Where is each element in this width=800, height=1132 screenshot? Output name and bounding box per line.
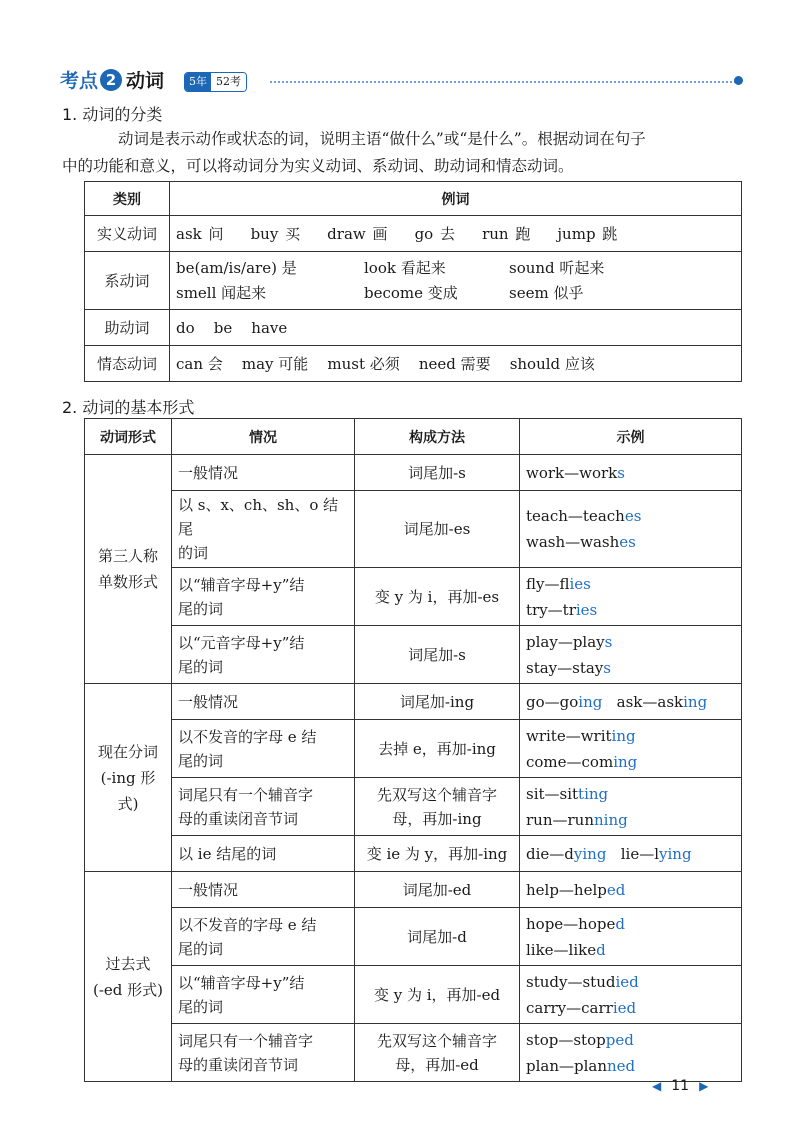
suffix-highlight: s <box>603 658 611 677</box>
example-cell: die—dying lie—lying <box>520 836 742 872</box>
table-row <box>85 684 742 720</box>
suffix-highlight: d <box>596 940 606 959</box>
situation-cell: 以不发音的字母 e 结 尾的词 <box>172 908 355 966</box>
situation-cell: 以“元音字母+y”结 尾的词 <box>172 626 355 684</box>
category-cell: 实义动词 <box>85 216 170 252</box>
method-cell: 词尾加-s <box>355 626 520 684</box>
method-cell: 词尾加-es <box>355 491 520 568</box>
example-cell: hope—hoped like—liked <box>520 908 742 966</box>
badge-count: 52考 <box>211 73 246 91</box>
verb-form-cell: 第三人称 单数形式 <box>85 455 172 684</box>
method-cell: 变 ie 为 y，再加-ing <box>355 836 520 872</box>
suffix-highlight: ting <box>578 784 609 803</box>
example-cell: sit—sitting run—running <box>520 778 742 836</box>
table-row <box>85 720 742 778</box>
kaodian-label: 考点 <box>60 70 99 92</box>
triangle-left-icon[interactable]: ◀ <box>652 1079 662 1093</box>
suffix-highlight: ing <box>578 692 603 711</box>
verb-category-table <box>84 181 742 382</box>
badge-years: 5年 <box>185 73 211 91</box>
suffix-highlight: es <box>619 533 636 551</box>
example-cell: stop—stopped plan—planned <box>520 1024 742 1082</box>
example-cell: play—plays stay—stays <box>520 626 742 684</box>
example-cell: help—helped <box>520 872 742 908</box>
suffix-highlight: s <box>604 632 613 651</box>
situation-cell: 一般情况 <box>172 684 355 720</box>
table-row <box>85 908 742 966</box>
method-cell: 变 y 为 i，再加-es <box>355 568 520 626</box>
verb-forms-table <box>84 418 742 1082</box>
example-cell: go—going ask—asking <box>520 684 742 720</box>
situation-cell: 以 s、x、ch、sh、o 结尾 的词 <box>172 491 355 568</box>
section2-title: 2. 动词的基本形式 <box>62 398 195 417</box>
table-header: 示例 <box>520 419 742 455</box>
kaodian-title <box>60 66 164 93</box>
suffix-highlight: ing <box>611 726 636 745</box>
method-cell: 先双写这个辅音字 母，再加-ed <box>355 1024 520 1082</box>
method-cell: 先双写这个辅音字 母，再加-ing <box>355 778 520 836</box>
situation-cell: 词尾只有一个辅音字 母的重读闭音节词 <box>172 1024 355 1082</box>
kaodian-number-badge: 2 <box>100 69 122 91</box>
example-cell: work—works <box>520 455 742 491</box>
page-number: 11 <box>671 1078 690 1094</box>
table-row <box>85 455 742 491</box>
examples-cell: can 会 may 可能 must 必须 need 需要 should 应该 <box>170 346 742 382</box>
suffix-highlight: ies <box>575 600 598 619</box>
suffix-highlight: ied <box>612 998 637 1017</box>
exam-frequency-badge <box>184 72 247 92</box>
situation-cell: 一般情况 <box>172 872 355 908</box>
examples-cell: do be have <box>170 310 742 346</box>
divider-end-dot <box>734 76 743 85</box>
table-row <box>85 491 742 568</box>
example-cell: teach—teaches wash—washes <box>520 491 742 568</box>
suffix-highlight: ies <box>569 574 591 593</box>
table-row <box>85 966 742 1024</box>
triangle-right-icon[interactable]: ▶ <box>699 1079 709 1093</box>
table-row <box>85 1024 742 1082</box>
suffix-highlight: ying <box>573 844 607 863</box>
suffix-highlight: ed <box>606 880 626 899</box>
situation-cell: 以“辅音字母+y”结 尾的词 <box>172 966 355 1024</box>
suffix-highlight: ying <box>659 844 692 863</box>
table-header: 构成方法 <box>355 419 520 455</box>
method-cell: 词尾加-s <box>355 455 520 491</box>
situation-cell: 以“辅音字母+y”结 尾的词 <box>172 568 355 626</box>
table-header: 动词形式 <box>85 419 172 455</box>
situation-cell: 以 ie 结尾的词 <box>172 836 355 872</box>
examples-cell: ask 问 buy 买 draw 画 go 去 run 跑 jump 跳 <box>170 216 742 252</box>
dotted-divider <box>270 81 736 83</box>
table-header: 类别 <box>85 182 170 216</box>
section1-title: 1. 动词的分类 <box>62 105 163 124</box>
example-cell: fly—flies try—tries <box>520 568 742 626</box>
kaodian-header <box>60 64 744 98</box>
situation-cell: 以不发音的字母 e 结 尾的词 <box>172 720 355 778</box>
table-row <box>85 872 742 908</box>
table-row <box>85 568 742 626</box>
table-row <box>85 778 742 836</box>
method-cell: 变 y 为 i，再加-ed <box>355 966 520 1024</box>
page-footer <box>652 1078 752 1094</box>
table-row <box>85 836 742 872</box>
examples-cell: be(am/is/are) 是 look 看起来 sound 听起来 smell 闻起来 become 变成 seem 似乎 <box>170 252 742 310</box>
situation-cell: 词尾只有一个辅音字 母的重读闭音节词 <box>172 778 355 836</box>
table-row <box>85 626 742 684</box>
section1-paragraph: 动词是表示动作或状态的词，说明主语“做什么”或“是什么”。根据动词在句子 中的功能和意义，可以将动词分为实义动词、系动词、助动词和情态动词。 <box>62 130 646 175</box>
suffix-highlight: ned <box>607 1056 636 1075</box>
category-cell: 系动词 <box>85 252 170 310</box>
suffix-highlight: s <box>617 463 625 482</box>
example-cell: study—studied carry—carried <box>520 966 742 1024</box>
example-cell: write—writing come—coming <box>520 720 742 778</box>
suffix-highlight: ing <box>613 752 638 771</box>
suffix-highlight: es <box>624 507 642 525</box>
suffix-highlight: ped <box>605 1030 634 1049</box>
table-header: 例词 <box>170 182 742 216</box>
method-cell: 词尾加-ed <box>355 872 520 908</box>
category-cell: 情态动词 <box>85 346 170 382</box>
verb-form-cell: 过去式 (-ed 形式) <box>85 872 172 1082</box>
method-cell: 词尾加-d <box>355 908 520 966</box>
suffix-highlight: d <box>615 914 625 933</box>
suffix-highlight: ning <box>593 810 628 829</box>
category-cell: 助动词 <box>85 310 170 346</box>
suffix-highlight: ied <box>615 972 639 991</box>
situation-cell: 一般情况 <box>172 455 355 491</box>
suffix-highlight: ing <box>683 692 708 711</box>
kaodian-name: 动词 <box>126 70 165 92</box>
method-cell: 词尾加-ing <box>355 684 520 720</box>
verb-form-cell: 现在分词 (-ing 形式) <box>85 684 172 872</box>
method-cell: 去掉 e，再加-ing <box>355 720 520 778</box>
table-header: 情况 <box>172 419 355 455</box>
